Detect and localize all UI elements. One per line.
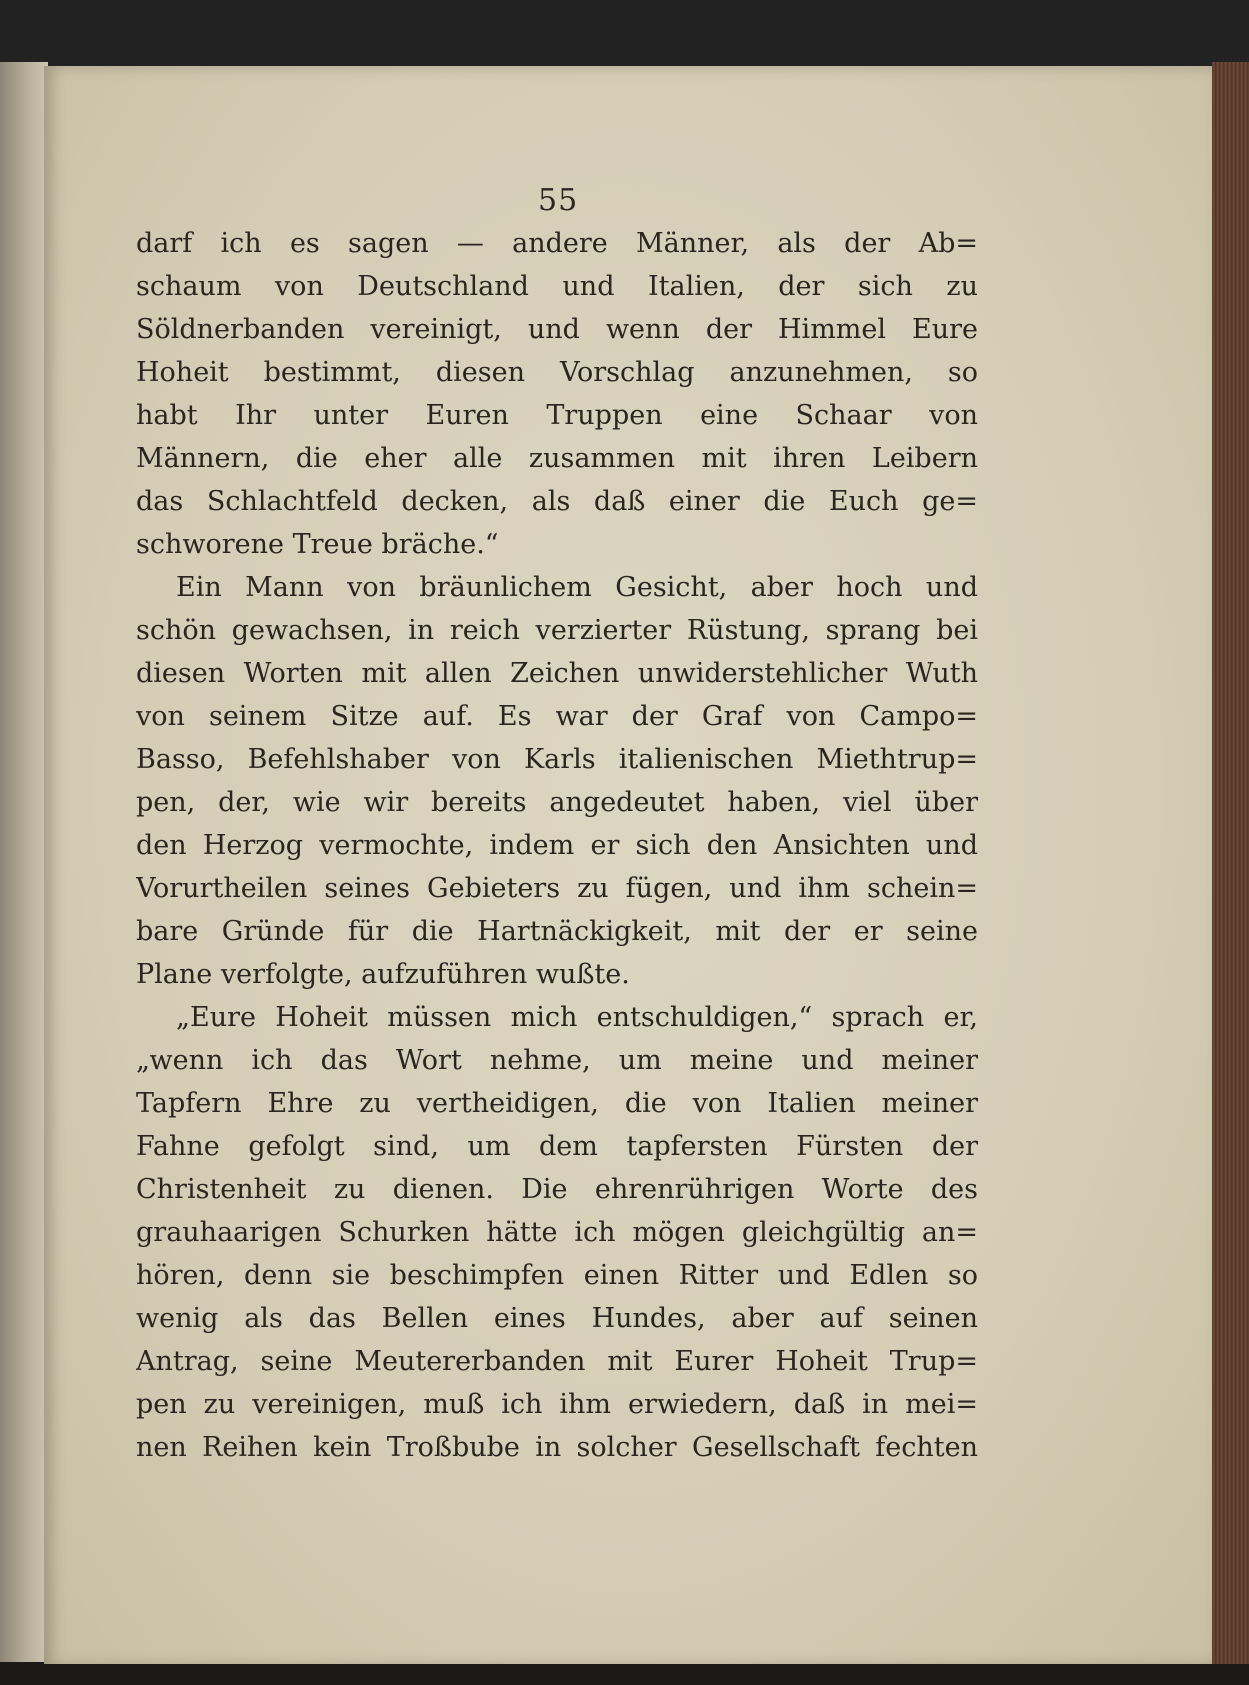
text-line: Christenheit zu dienen. Die ehrenrührigen Worte des: [136, 1174, 978, 1205]
text-line: Männern, die eher alle zusammen mit ihren Leibern: [136, 443, 978, 474]
text-line: hören, denn sie beschimpfen einen Ritter und Edlen so: [136, 1260, 978, 1291]
text-line: Basso, Befehlshaber von Karls italienischen Miethtrup=: [136, 744, 978, 775]
text-line: „Eure Hoheit müssen mich entschuldigen,“ sprach er,: [176, 1002, 978, 1033]
book-block-edge: [1212, 62, 1249, 1672]
scan-bottom-border: [0, 1664, 1249, 1685]
scan-top-border: [0, 0, 1249, 70]
text-line: darf ich es sagen — andere Männer, als der Ab=: [136, 228, 978, 259]
text-line: bare Gründe für die Hartnäckigkeit, mit der er seine: [136, 916, 978, 947]
text-line: diesen Worten mit allen Zeichen unwiderstehlicher Wuth: [136, 658, 978, 689]
text-line: „wenn ich das Wort nehme, um meine und meiner: [136, 1045, 978, 1076]
text-line: das Schlachtfeld decken, als daß einer die Euch ge=: [136, 486, 978, 517]
text-line: Fahne gefolgt sind, um dem tapfersten Fürsten der: [136, 1131, 978, 1162]
text-line: pen, der, wie wir bereits angedeutet haben, viel über: [136, 787, 978, 818]
text-line: schworene Treue bräche.“: [136, 529, 499, 560]
facing-page-edge: [0, 62, 48, 1662]
text-line: grauhaarigen Schurken hätte ich mögen gleichgültig an=: [136, 1217, 978, 1248]
body-text: [136, 222, 978, 1469]
text-line: nen Reihen kein Troßbube in solcher Gesellschaft fechten: [136, 1432, 978, 1463]
text-line: Hoheit bestimmt, diesen Vorschlag anzunehmen, so: [136, 357, 978, 388]
text-line: habt Ihr unter Euren Truppen eine Schaar von: [136, 400, 978, 431]
text-line: Ein Mann von bräunlichem Gesicht, aber hoch und: [176, 572, 978, 603]
text-line: Vorurtheilen seines Gebieters zu fügen, und ihm schein=: [136, 873, 978, 904]
page-number: 55: [538, 183, 579, 218]
text-line: Söldnerbanden vereinigt, und wenn der Himmel Eure: [136, 314, 978, 345]
text-line: pen zu vereinigen, muß ich ihm erwiedern, daß in mei=: [136, 1389, 978, 1420]
text-line: Antrag, seine Meutererbanden mit Eurer Hoheit Trup=: [136, 1346, 978, 1377]
text-line: schaum von Deutschland und Italien, der sich zu: [136, 271, 978, 302]
text-line: schön gewachsen, in reich verzierter Rüstung, sprang bei: [136, 615, 978, 646]
text-line: Tapfern Ehre zu vertheidigen, die von Italien meiner: [136, 1088, 978, 1119]
text-line: den Herzog vermochte, indem er sich den Ansichten und: [136, 830, 978, 861]
text-line: von seinem Sitze auf. Es war der Graf von Campo=: [136, 701, 978, 732]
text-line: wenig als das Bellen eines Hundes, aber auf seinen: [136, 1303, 978, 1334]
text-line: Plane verfolgte, aufzuführen wußte.: [136, 959, 630, 990]
